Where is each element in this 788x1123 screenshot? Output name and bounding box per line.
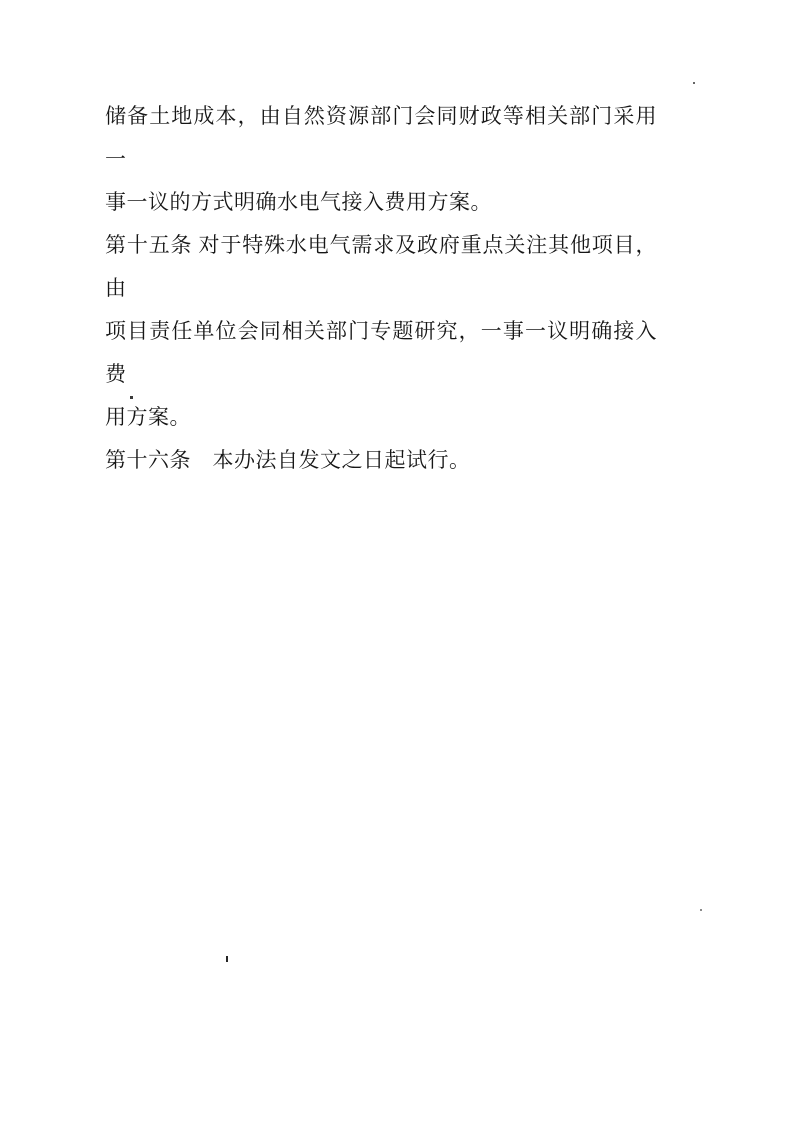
text-line-4: 项目责任单位会同相关部门专题研究，一事一议明确接入费: [105, 319, 657, 386]
document-text-block: [105, 95, 657, 482]
text-line-1: 储备土地成本，由自然资源部门会同财政等相关部门采用一: [105, 104, 657, 171]
text-line-5: 用方案。: [105, 405, 191, 429]
text-line-6: 第十六条 本办法自发文之日起试行。: [105, 448, 471, 472]
scan-speck-top-right: [693, 82, 695, 84]
scan-speck-lower-right: [700, 909, 702, 911]
text-line-3: 第十五条 对于特殊水电气需求及政府重点关注其他项目，由: [105, 233, 657, 300]
scan-speck-mid-left: [130, 396, 133, 399]
text-line-2: 事一议的方式明确水电气接入费用方案。: [105, 190, 492, 214]
scan-speck-lower-left: [226, 956, 228, 962]
